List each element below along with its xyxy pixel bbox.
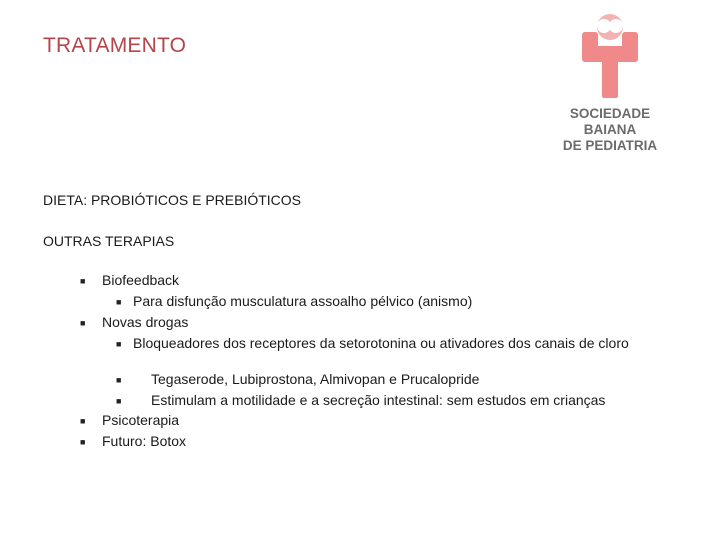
list-item: Novas drogas — [102, 314, 189, 330]
list-item: Psicoterapia — [102, 412, 180, 428]
bullet-marker: ■ — [116, 339, 122, 349]
bullet-marker: ■ — [80, 318, 86, 328]
logo-line-3: DE PEDIATRIA — [562, 138, 658, 153]
list-item: Biofeedback — [102, 272, 180, 288]
bullet-marker: ■ — [116, 396, 122, 406]
cross-emblem-icon — [574, 12, 646, 104]
section-outras-terapias: OUTRAS TERAPIAS — [43, 233, 175, 249]
list-item: Bloqueadores dos receptores da setorotonina ou ativadores dos canais de cloro — [133, 335, 629, 351]
logo-line-2: BAIANA — [583, 122, 637, 137]
slide-title: TRATAMENTO — [43, 34, 187, 57]
list-item: Para disfunção musculatura assoalho pélvico (anismo) — [133, 293, 473, 309]
bullet-marker: ■ — [116, 297, 122, 307]
sbp-logo — [552, 12, 668, 158]
list-item: Estimulam a motilidade e a secreção intestinal: sem estudos em crianças — [151, 392, 606, 408]
bullet-marker: ■ — [80, 437, 86, 447]
logo-line-1: SOCIEDADE — [569, 106, 651, 121]
bullet-marker: ■ — [80, 276, 86, 286]
list-item: Tegaserode, Lubiprostona, Almivopan e Prucalopride — [151, 371, 480, 387]
logo-org-name — [552, 106, 668, 158]
bullet-marker: ■ — [80, 416, 86, 426]
list-item: Futuro: Botox — [102, 433, 187, 449]
bullet-marker: ■ — [116, 375, 122, 385]
section-dieta: DIETA: PROBIÓTICOS E PREBIÓTICOS — [43, 192, 302, 208]
